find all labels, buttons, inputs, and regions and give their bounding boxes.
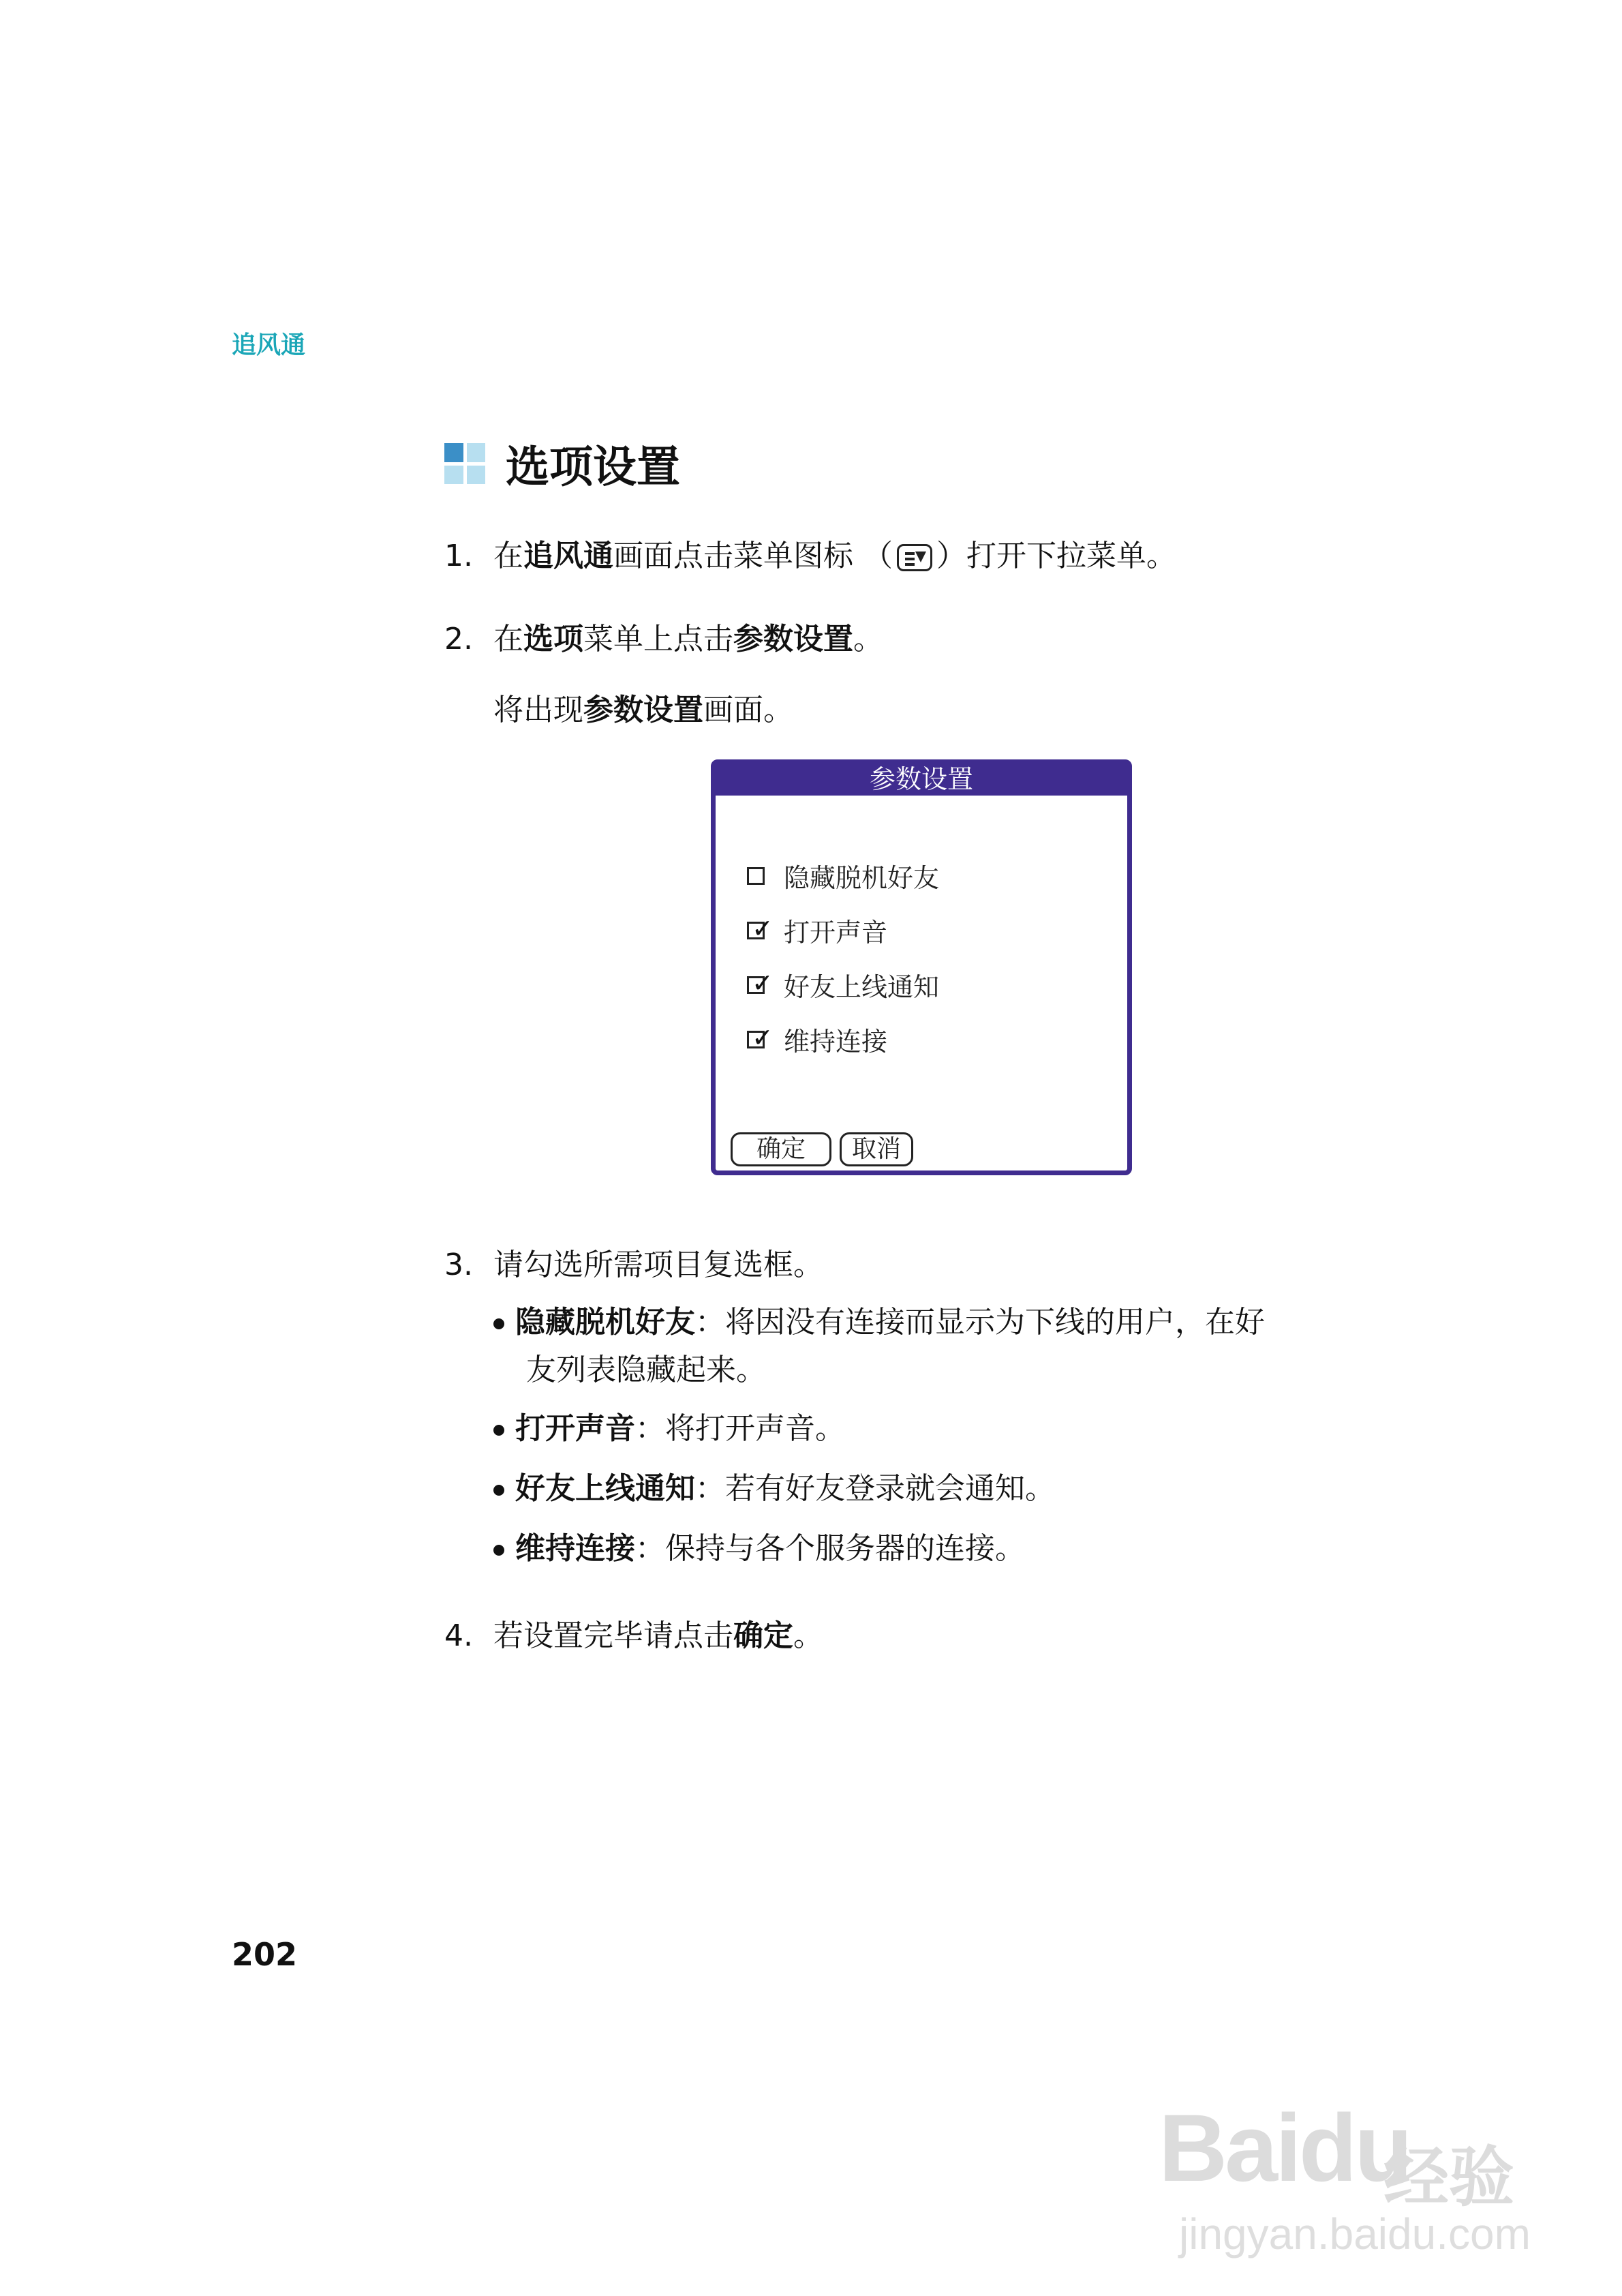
step-1: [444, 536, 1176, 577]
step-text: 在: [493, 622, 523, 656]
bullet-term: 好友上线通知: [515, 1471, 695, 1506]
step-number: 4.: [444, 1618, 473, 1653]
check-icon: ✓: [752, 1022, 774, 1053]
option-label: 维持连接: [784, 1027, 888, 1057]
option-sound[interactable]: [747, 911, 887, 949]
option-hide-offline[interactable]: [747, 857, 939, 894]
bullet-desc: ：保持与各个服务器的连接。: [635, 1531, 1025, 1566]
step-3: [444, 1245, 823, 1286]
bullet-term: 隐藏脱机好友: [515, 1305, 695, 1340]
option-label: 打开声音: [784, 918, 888, 948]
step-bold: 追风通: [523, 539, 613, 573]
step-number: 2.: [444, 622, 473, 656]
check-icon: ✓: [752, 913, 774, 943]
bullet-icon: [493, 1425, 504, 1436]
step-2: [444, 619, 883, 660]
step-bold: 参数设置: [733, 622, 853, 656]
bullet-desc: ：将因没有连接而显示为下线的用户，在好: [695, 1305, 1265, 1340]
step-text: 菜单上点击: [583, 622, 733, 656]
bullet-item: [493, 1302, 1265, 1343]
option-label: 好友上线通知: [784, 972, 940, 1002]
bullet-icon: [493, 1485, 504, 1496]
step-text: 画面点击菜单图标 （: [613, 539, 893, 573]
checkbox-checked[interactable]: [747, 967, 774, 998]
step-text: 在: [493, 539, 523, 573]
checkbox-checked[interactable]: [747, 1022, 774, 1053]
step-2-note: [493, 690, 793, 731]
watermark-logo: Baidu: [1159, 2094, 1410, 2201]
step-number: 1.: [444, 539, 473, 573]
step-text: 。: [853, 622, 883, 656]
section-squares-icon: [444, 443, 485, 484]
cancel-button[interactable]: 取消: [840, 1132, 913, 1166]
ok-button[interactable]: 确定: [731, 1132, 831, 1166]
settings-dialog: [711, 759, 1132, 1175]
menu-dropdown-icon: [897, 544, 932, 571]
note-text: 将出现: [493, 693, 583, 727]
watermark-url: jingyan.baidu.com: [1179, 2209, 1531, 2259]
page-number: 202: [232, 1936, 298, 1973]
note-bold: 参数设置: [583, 693, 703, 727]
bullet-icon: [493, 1545, 504, 1556]
step-text: 请勾选所需项目复选框。: [493, 1248, 823, 1282]
option-label: 隐藏脱机好友: [784, 863, 940, 893]
bullet-desc: ：将打开声音。: [635, 1411, 845, 1446]
option-keep-connection[interactable]: [747, 1021, 887, 1058]
bullet-item: [493, 1408, 845, 1449]
step-text: ）打开下拉菜单。: [936, 539, 1176, 573]
step-number: 3.: [444, 1248, 473, 1282]
option-online-notify[interactable]: [747, 966, 939, 1003]
bullet-item: [493, 1468, 1055, 1509]
step-4: [444, 1616, 823, 1657]
checkbox-unchecked[interactable]: [747, 867, 765, 885]
bullet-term: 维持连接: [515, 1531, 635, 1566]
check-icon: ✓: [752, 967, 774, 998]
note-text: 画面。: [703, 693, 793, 727]
step-bold: 选项: [523, 622, 583, 656]
watermark-cn: 经验: [1383, 2139, 1514, 2216]
step-bold: 确定: [733, 1618, 793, 1653]
section-heading: [444, 436, 680, 491]
step-text: 。: [793, 1618, 823, 1653]
dialog-title: 参数设置: [716, 764, 1127, 796]
bullet-icon: [493, 1318, 504, 1329]
bullet-desc: ：若有好友登录就会通知。: [695, 1471, 1055, 1506]
section-title: 选项设置: [506, 442, 680, 493]
step-text: 若设置完毕请点击: [493, 1618, 733, 1653]
bullet-term: 打开声音: [515, 1411, 635, 1446]
baidu-jingyan-watermark: [1159, 2072, 1540, 2270]
checkbox-checked[interactable]: [747, 913, 774, 943]
running-header: 追风通: [232, 331, 306, 359]
bullet-continuation: 友列表隐藏起来。: [526, 1353, 766, 1387]
bullet-item: [493, 1528, 1025, 1569]
